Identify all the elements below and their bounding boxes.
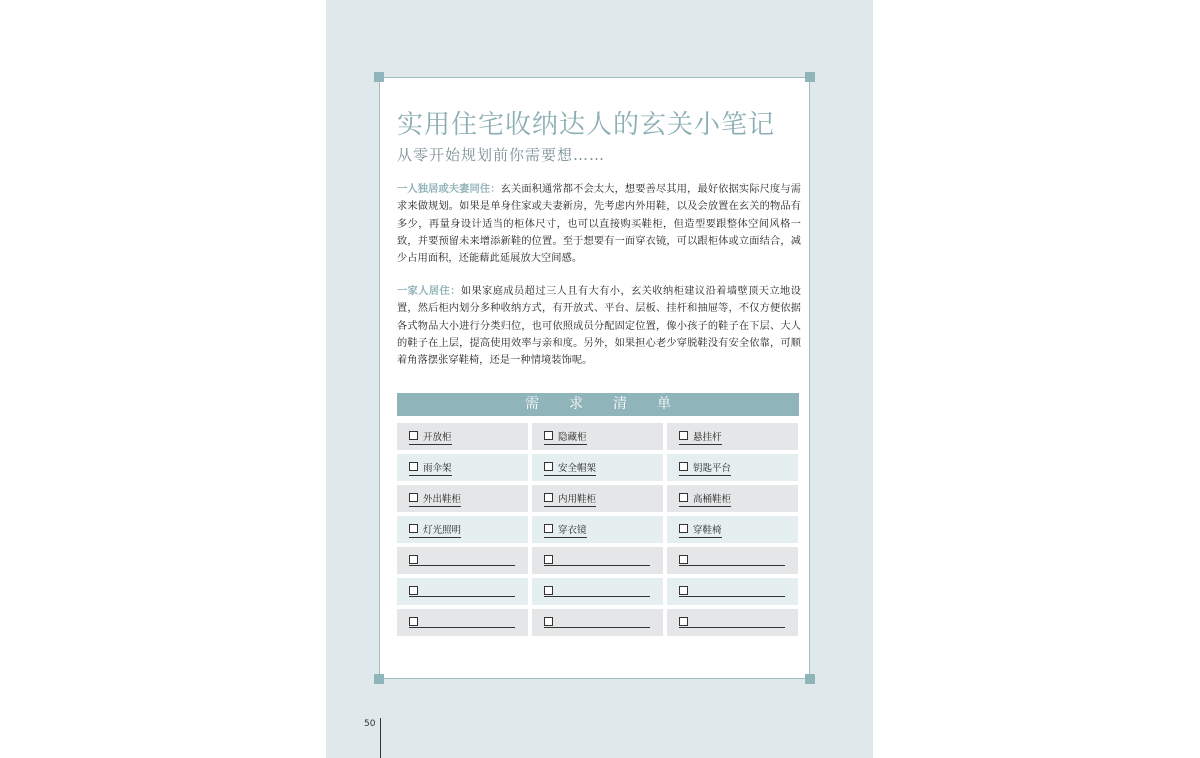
checkbox[interactable] xyxy=(544,555,553,564)
checklist-cell xyxy=(667,423,798,450)
checkbox[interactable] xyxy=(409,462,418,471)
page-number: 50 xyxy=(364,719,376,729)
checkbox[interactable] xyxy=(409,586,418,595)
paragraph-text: 如果家庭成员超过三人且有大有小，玄关收纳柜建议沿着墙壁顶天立地设置，然后柜内划分多种收纳方式，有开放式、平台、层板、挂杆和抽屉等，不仅方便依据各式物品大小进行分类归位，也可依照成员分配固定位置，像小孩子的鞋子在下层、大人的鞋子在上层，提高使用效率与亲和度。另外，如果担心老少穿脱鞋没有安全依靠，可顺着角落摆张穿鞋椅，还是一种情境装饰呢。 xyxy=(397,286,801,367)
checklist-cell xyxy=(667,516,798,543)
checklist-item-label: 外出鞋柜 xyxy=(423,493,462,505)
checklist-item[interactable] xyxy=(409,491,461,507)
checkbox[interactable] xyxy=(544,524,553,533)
checklist-item[interactable] xyxy=(679,491,731,507)
checklist-item[interactable] xyxy=(544,617,650,628)
checklist-item[interactable] xyxy=(544,460,596,476)
checkbox[interactable] xyxy=(679,586,688,595)
checkbox[interactable] xyxy=(409,555,418,564)
checklist-grid xyxy=(397,423,799,640)
checklist-cell xyxy=(397,547,528,574)
checklist-item[interactable] xyxy=(679,522,722,538)
paragraph-text: 玄关面积通常都不会太大，想要善尽其用，最好依据实际尺度与需求来做规划。如果是单身住家或夫妻新房，先考虑内外用鞋，以及会放置在玄关的物品有多少，再量身设计适当的柜体尺寸，也可以直接购买鞋柜，但造型要跟整体空间风格一致，并要预留未来增添新鞋的位置。至于想要有一面穿衣镜，可以跟柜体或立面结合，减少占用面积，还能藉此延展放大空间感。 xyxy=(397,184,801,265)
checklist-item[interactable] xyxy=(544,586,650,597)
checklist-item[interactable] xyxy=(409,460,452,476)
checklist-row xyxy=(397,547,799,574)
checklist-item[interactable] xyxy=(409,617,515,628)
checklist-row xyxy=(397,454,799,481)
checkbox[interactable] xyxy=(544,586,553,595)
checklist-item[interactable] xyxy=(679,429,722,445)
paragraph-lead: 一家人居住： xyxy=(397,286,461,297)
checkbox[interactable] xyxy=(544,617,553,626)
checklist-item-label: 内用鞋柜 xyxy=(558,493,597,505)
checkbox[interactable] xyxy=(679,493,688,502)
checklist-cell xyxy=(667,485,798,512)
checklist-item-label: 开放柜 xyxy=(423,431,452,443)
checklist-item-label: 钥匙平台 xyxy=(693,462,732,474)
checklist-cell xyxy=(397,423,528,450)
checklist-cell xyxy=(397,454,528,481)
checklist-item[interactable] xyxy=(409,586,515,597)
checklist-item[interactable] xyxy=(679,555,785,566)
checkbox[interactable] xyxy=(409,431,418,440)
checklist-item[interactable] xyxy=(544,522,587,538)
checklist-row xyxy=(397,609,799,636)
checkbox[interactable] xyxy=(679,555,688,564)
checklist-row xyxy=(397,578,799,605)
checkbox[interactable] xyxy=(544,462,553,471)
checklist-item-label: 高桶鞋柜 xyxy=(693,493,732,505)
checklist-item-label: 悬挂杆 xyxy=(693,431,722,443)
checkbox[interactable] xyxy=(409,617,418,626)
corner-mark xyxy=(805,72,815,82)
checklist-item[interactable] xyxy=(409,522,461,538)
checklist-item[interactable] xyxy=(679,460,731,476)
checklist-cell xyxy=(397,516,528,543)
checklist-item[interactable] xyxy=(679,617,785,628)
checklist-cell xyxy=(532,454,663,481)
paragraph-single-or-couple xyxy=(397,181,801,267)
checklist-item[interactable] xyxy=(544,491,596,507)
checklist-cell xyxy=(667,578,798,605)
checklist-item[interactable] xyxy=(679,586,785,597)
page-title: 实用住宅收纳达人的玄关小笔记 xyxy=(397,110,776,140)
page-number-rule xyxy=(380,718,381,758)
checklist-cell xyxy=(532,423,663,450)
checklist-item[interactable] xyxy=(544,429,587,445)
checkbox[interactable] xyxy=(679,431,688,440)
checklist-cell xyxy=(532,485,663,512)
checklist-header: 需求清单 xyxy=(397,393,799,416)
checklist-item-label: 隐藏柜 xyxy=(558,431,587,443)
checklist-item[interactable] xyxy=(544,555,650,566)
checkbox[interactable] xyxy=(679,524,688,533)
checkbox[interactable] xyxy=(544,493,553,502)
checkbox[interactable] xyxy=(409,524,418,533)
checklist-item-label: 雨伞架 xyxy=(423,462,452,474)
checklist-cell xyxy=(532,547,663,574)
checklist-cell xyxy=(532,578,663,605)
book-page xyxy=(326,0,873,758)
page-subtitle: 从零开始规划前你需要想…… xyxy=(397,146,606,164)
checklist-cell xyxy=(667,547,798,574)
checklist-item-label: 穿衣镜 xyxy=(558,524,587,536)
checkbox[interactable] xyxy=(679,617,688,626)
checklist-row xyxy=(397,423,799,450)
paragraph-lead: 一人独居或夫妻同住： xyxy=(397,184,501,195)
checkbox[interactable] xyxy=(679,462,688,471)
checklist-cell xyxy=(532,609,663,636)
corner-mark xyxy=(374,674,384,684)
checklist-cell xyxy=(397,609,528,636)
checklist-cell xyxy=(532,516,663,543)
checklist-item[interactable] xyxy=(409,429,452,445)
checklist-item[interactable] xyxy=(409,555,515,566)
checklist-row xyxy=(397,516,799,543)
checklist-cell xyxy=(667,454,798,481)
checklist-item-label: 安全帽架 xyxy=(558,462,597,474)
checkbox[interactable] xyxy=(409,493,418,502)
paragraph-family xyxy=(397,283,801,369)
checklist-item-label: 灯光照明 xyxy=(423,524,462,536)
checklist-item-label: 穿鞋椅 xyxy=(693,524,722,536)
checklist-cell xyxy=(397,578,528,605)
checklist-row xyxy=(397,485,799,512)
corner-mark xyxy=(374,72,384,82)
checklist-cell xyxy=(397,485,528,512)
note-card xyxy=(379,77,810,679)
checkbox[interactable] xyxy=(544,431,553,440)
corner-mark xyxy=(805,674,815,684)
checklist-cell xyxy=(667,609,798,636)
